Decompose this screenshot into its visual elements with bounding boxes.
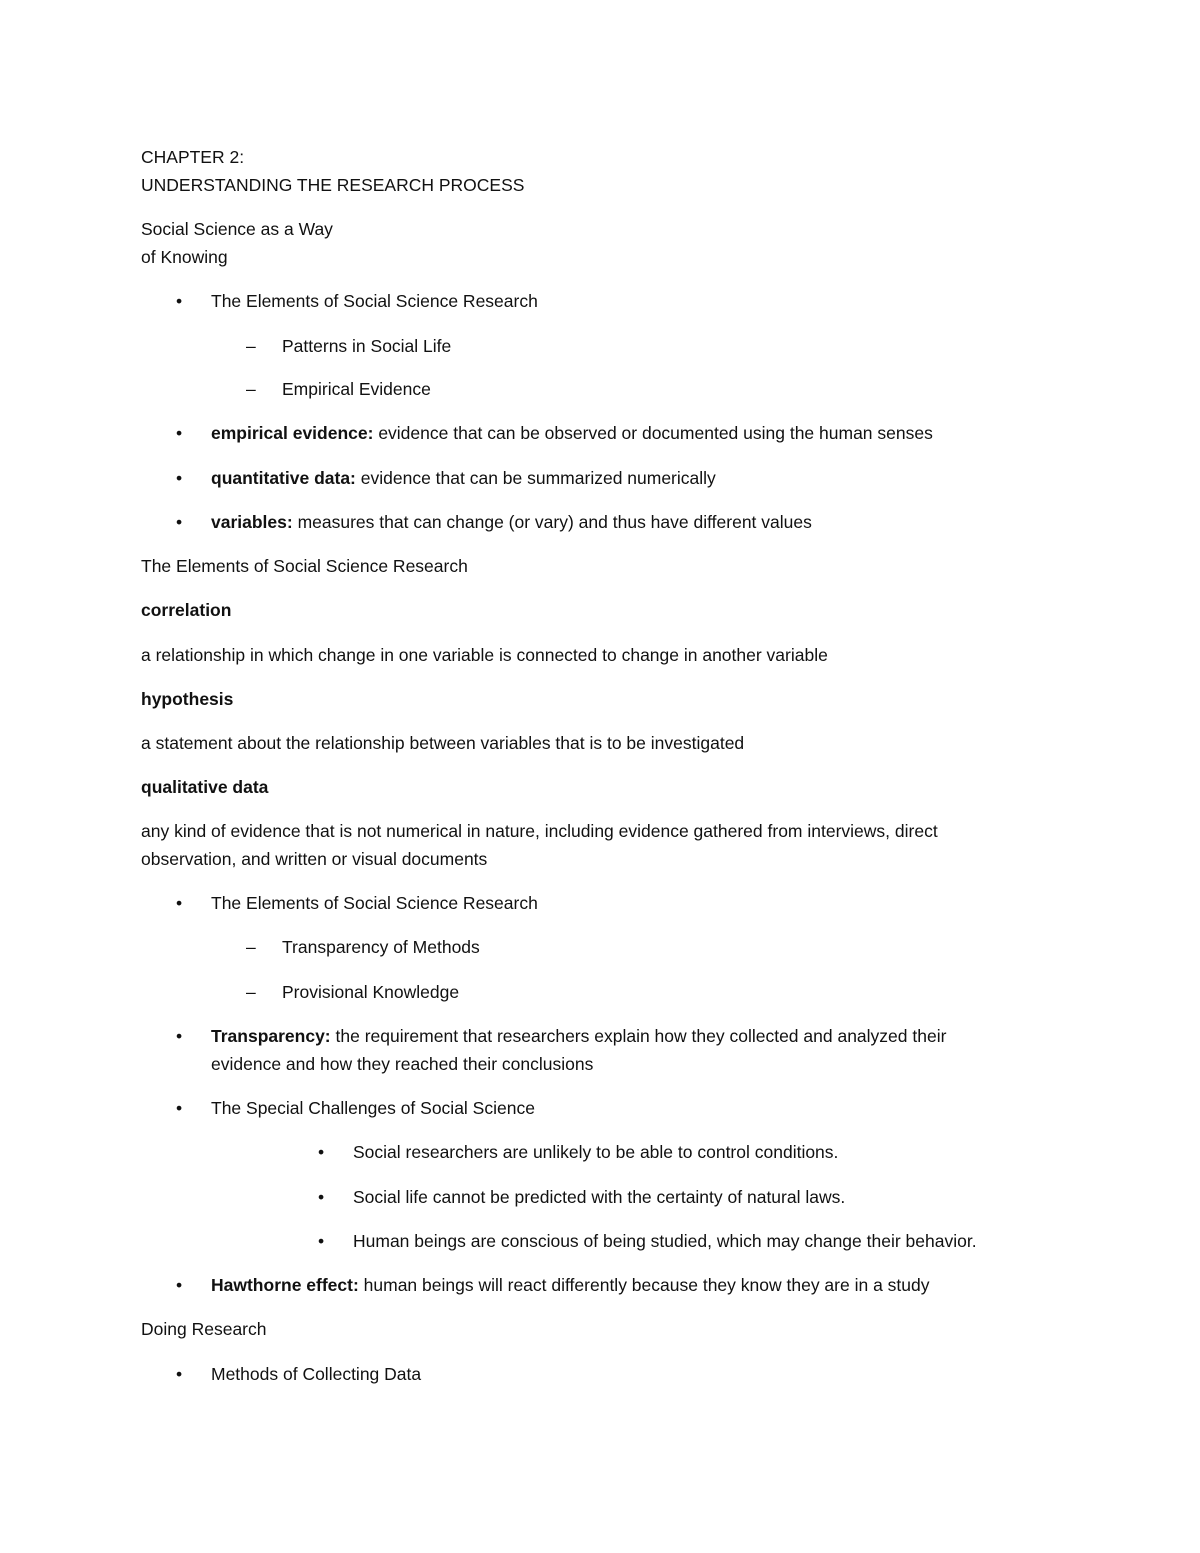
- glossary-term: hypothesis: [141, 689, 234, 709]
- definition-term: Transparency:: [211, 1026, 331, 1046]
- definition-text: evidence that can be summarized numerically: [355, 468, 716, 488]
- dash-marker: [246, 378, 256, 400]
- section-heading-line1: Social Science as a Way: [141, 219, 333, 239]
- list-item: The Special Challenges of Social Science: [211, 1098, 535, 1118]
- bullet-marker: [176, 290, 182, 312]
- definition-term: variables:: [211, 512, 293, 532]
- chapter-label: CHAPTER 2:: [141, 147, 245, 167]
- sub-list-item: Empirical Evidence: [282, 379, 431, 399]
- definition-text-cont: evidence and how they reached their conclusions: [211, 1054, 594, 1074]
- dash-marker: [246, 981, 256, 1003]
- definition-item: [211, 511, 812, 533]
- bullet-marker: [176, 892, 182, 914]
- glossary-definition: a statement about the relationship between variables that is to be investigated: [141, 733, 745, 753]
- sub-list-item: Transparency of Methods: [282, 937, 480, 957]
- glossary-definition-cont: observation, and written or visual documents: [141, 849, 488, 869]
- definition-item: [211, 422, 933, 444]
- definition-text: measures that can change (or vary) and thus have different values: [292, 512, 812, 532]
- dash-marker: [246, 936, 256, 958]
- glossary-term: correlation: [141, 600, 232, 620]
- definition-item: [211, 467, 716, 489]
- bullet-marker: [176, 422, 182, 444]
- sub-list-item: Provisional Knowledge: [282, 982, 460, 1002]
- nested-list-item: Human beings are conscious of being studied, which may change their behavior.: [353, 1231, 977, 1251]
- bullet-marker: [176, 1025, 182, 1047]
- glossary-definition: any kind of evidence that is not numerical in nature, including evidence gathered from interviews, direct: [141, 821, 938, 841]
- bullet-marker: [318, 1141, 324, 1163]
- bullet-marker: [176, 467, 182, 489]
- list-item: The Elements of Social Science Research: [211, 291, 538, 311]
- definition-term: empirical evidence:: [211, 423, 374, 443]
- glossary-term: qualitative data: [141, 777, 269, 797]
- bullet-marker: [318, 1230, 324, 1252]
- section-heading-line2: of Knowing: [141, 247, 228, 267]
- definition-text: human beings will react differently because they know they are in a study: [358, 1275, 930, 1295]
- bullet-marker: [318, 1186, 324, 1208]
- bullet-marker: [176, 511, 182, 533]
- chapter-title: UNDERSTANDING THE RESEARCH PROCESS: [141, 175, 525, 195]
- nested-list-item: Social life cannot be predicted with the certainty of natural laws.: [353, 1187, 846, 1207]
- dash-marker: [246, 335, 256, 357]
- sub-list-item: Patterns in Social Life: [282, 336, 452, 356]
- list-item: Methods of Collecting Data: [211, 1364, 422, 1384]
- definition-term: Hawthorne effect:: [211, 1275, 359, 1295]
- section-heading: Doing Research: [141, 1319, 267, 1339]
- list-item: The Elements of Social Science Research: [211, 893, 538, 913]
- bullet-marker: [176, 1363, 182, 1385]
- glossary-definition: a relationship in which change in one variable is connected to change in another variable: [141, 645, 828, 665]
- bullet-marker: [176, 1097, 182, 1119]
- section-heading: The Elements of Social Science Research: [141, 556, 468, 576]
- nested-list-item: Social researchers are unlikely to be able to control conditions.: [353, 1142, 839, 1162]
- definition-item: [211, 1274, 930, 1296]
- definition-item: [211, 1025, 946, 1047]
- definition-text: evidence that can be observed or documented using the human senses: [373, 423, 933, 443]
- bullet-marker: [176, 1274, 182, 1296]
- definition-term: quantitative data:: [211, 468, 356, 488]
- definition-text: the requirement that researchers explain how they collected and analyzed their: [330, 1026, 947, 1046]
